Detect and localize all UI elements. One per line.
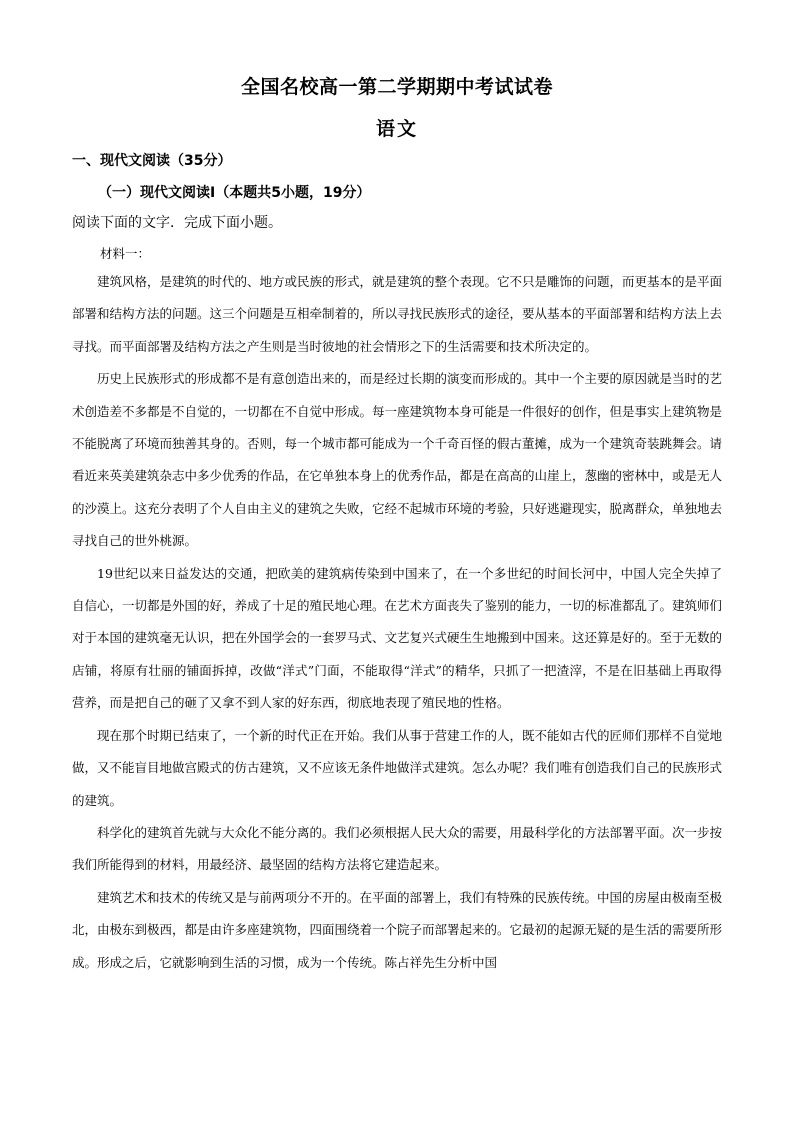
subsection-heading: （一）现代文阅读Ⅰ（本题共5小题，19分） bbox=[98, 185, 371, 201]
material-label: 材料一： bbox=[100, 246, 151, 261]
paragraph: 建筑风格，是建筑的时代的、地方或民族的形式，就是建筑的整个表现。它不只是雕饰的问题，而更基本的是平面部署和结构方法的问题。这三个问题是互相牵制着的，所以寻找民族形式的途径，要从基本的平面部署和结构方法上去寻找。而平面部署及结构方法之产生则是当时彼地的社会情形之下的生活需要和技术所决定的。 bbox=[72, 274, 723, 354]
paragraph: 科学化的建筑首先就与大众化不能分离的。我们必须根据人民大众的需要，用最科学化的方法部署平面。次一步按我们所能得到的材料，用最经济、最坚固的结构方法将它建造起来。 bbox=[72, 824, 723, 873]
paragraph: 现在那个时期已结束了，一个新的时代正在开始。我们从事于营建工作的人，既不能如古代的匠师们那样不自觉地做，又不能盲目地做宫殿式的仿古建筑，又不应该无条件地做洋式建筑。怎么办呢？我们唯有创造我们自己的民族形式的建筑。 bbox=[72, 727, 723, 808]
material-body bbox=[72, 266, 722, 979]
section-heading: 一、现代文阅读（35分） bbox=[72, 153, 232, 169]
paragraph: 建筑艺术和技术的传统又是与前两项分不开的。在平面的部署上，我们有特殊的民族传统。中国的房屋由极南至极北，由极东到极西，都是由许多座建筑物，四面围绕着一个院子而部署起来的。它最初的起源无疑的是生活的需要所形成。形成之后，它就影响到生活的习惯，成为一个传统。陈占祥先生分析中国 bbox=[72, 889, 723, 970]
paragraph: 历史上民族形式的形成都不是有意创造出来的，而是经过长期的演变而形成的。其中一个主要的原因就是当时的艺术创造差不多都是不自觉的，一切都在不自觉中形成。每一座建筑物本身可能是一件很好的创作，但是事实上建筑物是不能脱离了环境而独善其身的。否则，每一个城市都可能成为一个千奇百怪的假古董摊，成为一个建筑奇装跳舞会。请看近来英美建筑杂志中多少优秀的作品，在它单独本身上的优秀作品，都是在高高的山崖上，葱幽的密林中，或是无人的沙漠上。这充分表明了个人自由主义的建筑之失败，它经不起城市环境的考验，只好逃避现实，脱离群众，单独地去寻找自己的世外桃源。 bbox=[72, 371, 723, 549]
paragraph: 19世纪以来日益发达的交通，把欧美的建筑病传染到中国来了，在一个多世纪的时间长河中，中国人完全失掉了自信心，一切都是外国的好，养成了十足的殖民地心理。在艺术方面丧失了鉴别的能力，一切的标准都乱了。建筑师们对于本国的建筑毫无认识，把在外国学会的一套罗马式、文艺复兴式硬生生地搬到中国来。这还算是好的。至于无数的店铺，将原有壮丽的铺面拆掉，改做“洋式”门面，不能取得“洋式”的精华，只抓了一把渣滓，不是在旧基础上再取得营养，而是把自己的砸了又拿不到人家的好东西，彻底地表现了殖民地的性格。 bbox=[72, 565, 723, 711]
exam-title: 全国名校高一第二学期期中考试试卷 bbox=[240, 76, 553, 98]
subject-heading: 语文 bbox=[375, 118, 418, 140]
reading-instruction: 阅读下面的文字．完成下面小题。 bbox=[72, 215, 282, 231]
